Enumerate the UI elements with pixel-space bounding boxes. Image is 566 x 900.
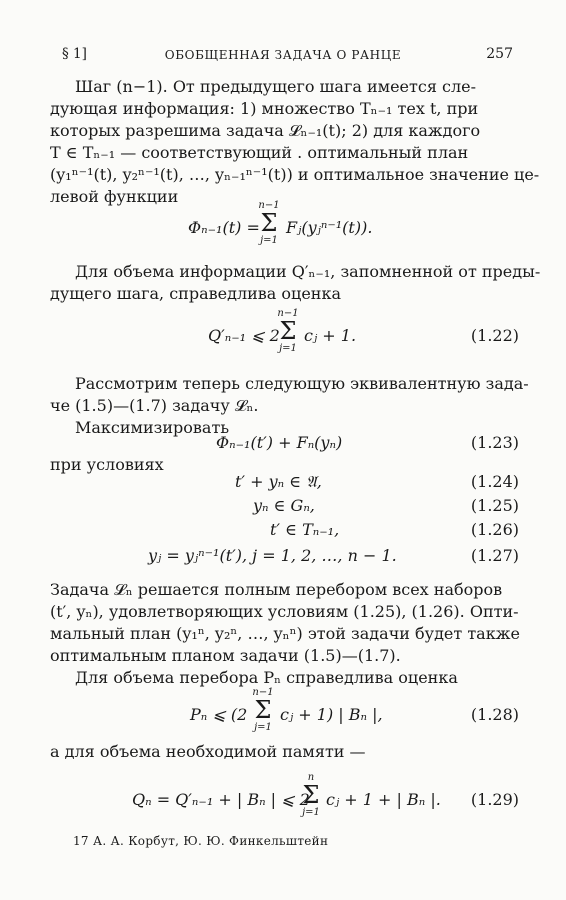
text-line: (y₁ⁿ⁻¹(t), y₂ⁿ⁻¹(t), …, yₙ₋₁ⁿ⁻¹(t)) и оптимальное значение це- bbox=[50, 165, 540, 184]
equation-lhs: Q′ₙ₋₁ ⩽ 2 bbox=[208, 326, 280, 345]
summation bbox=[275, 308, 301, 354]
sum-upper-limit: n−1 bbox=[277, 308, 299, 319]
equation-lhs: Qₙ = Q′ₙ₋₁ + | Bₙ | ⩽ 2 bbox=[132, 790, 310, 809]
equation-number: (1.22) bbox=[470, 326, 519, 345]
text-line: (t′, yₙ), удовлетворяющих условиям (1.25), (1.26). Опти- bbox=[50, 602, 519, 621]
sum-upper-limit: n bbox=[307, 772, 315, 783]
equation-body: t′ + yₙ ∈ 𝔄, bbox=[235, 472, 322, 491]
sum-upper-limit: n−1 bbox=[252, 687, 274, 698]
equation-rhs: cⱼ + 1 + | Bₙ |. bbox=[326, 790, 441, 809]
sum-lower-limit: j=1 bbox=[302, 807, 320, 818]
text-line: дующая информация: 1) множество Tₙ₋₁ тех t, при bbox=[50, 99, 479, 118]
equation-number: (1.27) bbox=[470, 546, 519, 565]
text-line: левой функции bbox=[50, 187, 179, 206]
text-line: мальный план (y₁ⁿ, y₂ⁿ, …, yₙⁿ) этой задачи будет также bbox=[50, 624, 520, 643]
sum-lower-limit: j=1 bbox=[260, 235, 278, 246]
text-line: Максимизировать bbox=[75, 418, 230, 437]
equation-body: yⱼ = yⱼⁿ⁻¹(t′), j = 1, 2, …, n − 1. bbox=[148, 546, 397, 565]
equation-phi-rhs: Fⱼ(yⱼⁿ⁻¹(t)). bbox=[286, 218, 373, 237]
equation-body: yₙ ∈ Gₙ, bbox=[253, 496, 315, 515]
section-marker: § 1] bbox=[62, 46, 87, 62]
equation-body: Φₙ₋₁(t′) + Fₙ(yₙ) bbox=[216, 433, 343, 452]
text-line: которых разрешима задача 𝓛ₙ₋₁(t); 2) для каждого bbox=[50, 121, 481, 140]
sum-lower-limit: j=1 bbox=[254, 722, 272, 733]
text-line: Рассмотрим теперь следующую эквивалентную зада- bbox=[75, 374, 529, 393]
equation-number: (1.23) bbox=[470, 433, 519, 452]
sum-sign: Σ bbox=[254, 696, 272, 724]
sum-sign: Σ bbox=[279, 317, 297, 345]
equation-number: (1.26) bbox=[470, 520, 519, 539]
summation bbox=[250, 687, 276, 733]
equation-body: t′ ∈ Tₙ₋₁, bbox=[270, 520, 340, 539]
running-title: ОБОБЩЕННАЯ ЗАДАЧА О РАНЦЕ bbox=[164, 48, 402, 62]
text-line: Шаг (n−1). От предыдущего шага имеется сле- bbox=[75, 77, 476, 96]
text-line: Для объема перебора Pₙ справедлива оценка bbox=[75, 668, 458, 687]
equation-phi-lhs: Φₙ₋₁(t) = bbox=[188, 218, 260, 237]
text-line: Для объема информации Q′ₙ₋₁, запомненной от преды- bbox=[75, 262, 541, 281]
equation-rhs: cⱼ + 1) | Bₙ |, bbox=[280, 705, 383, 724]
equation-lhs: Pₙ ⩽ (2 bbox=[190, 705, 248, 724]
equation-number: (1.24) bbox=[470, 472, 519, 491]
page-number: 257 bbox=[486, 46, 513, 62]
text-line: че (1.5)—(1.7) задачу 𝓛ₙ. bbox=[50, 396, 259, 415]
text-line: T ∈ Tₙ₋₁ — соответствующий . оптимальный план bbox=[50, 143, 469, 162]
summation bbox=[298, 772, 324, 818]
equation-number: (1.29) bbox=[470, 790, 519, 809]
summation bbox=[256, 200, 282, 246]
equation-rhs: cⱼ + 1. bbox=[304, 326, 357, 345]
equation-number: (1.25) bbox=[470, 496, 519, 515]
footer-signature: 17 А. А. Корбут, Ю. Ю. Финкельштейн bbox=[73, 834, 329, 848]
text-line: оптимальным планом задачи (1.5)—(1.7). bbox=[50, 646, 401, 665]
equation-number: (1.28) bbox=[470, 705, 519, 724]
text-line: при условиях bbox=[50, 455, 164, 474]
sum-lower-limit: j=1 bbox=[279, 343, 297, 354]
sum-sign: Σ bbox=[302, 781, 320, 809]
sum-sign: Σ bbox=[260, 209, 278, 237]
sum-upper-limit: n−1 bbox=[258, 200, 280, 211]
text-line: Задача 𝓛ₙ решается полным перебором всех наборов bbox=[50, 580, 503, 599]
text-line: дущего шага, справедлива оценка bbox=[50, 284, 342, 303]
text-line: а для объема необходимой памяти — bbox=[50, 742, 366, 761]
